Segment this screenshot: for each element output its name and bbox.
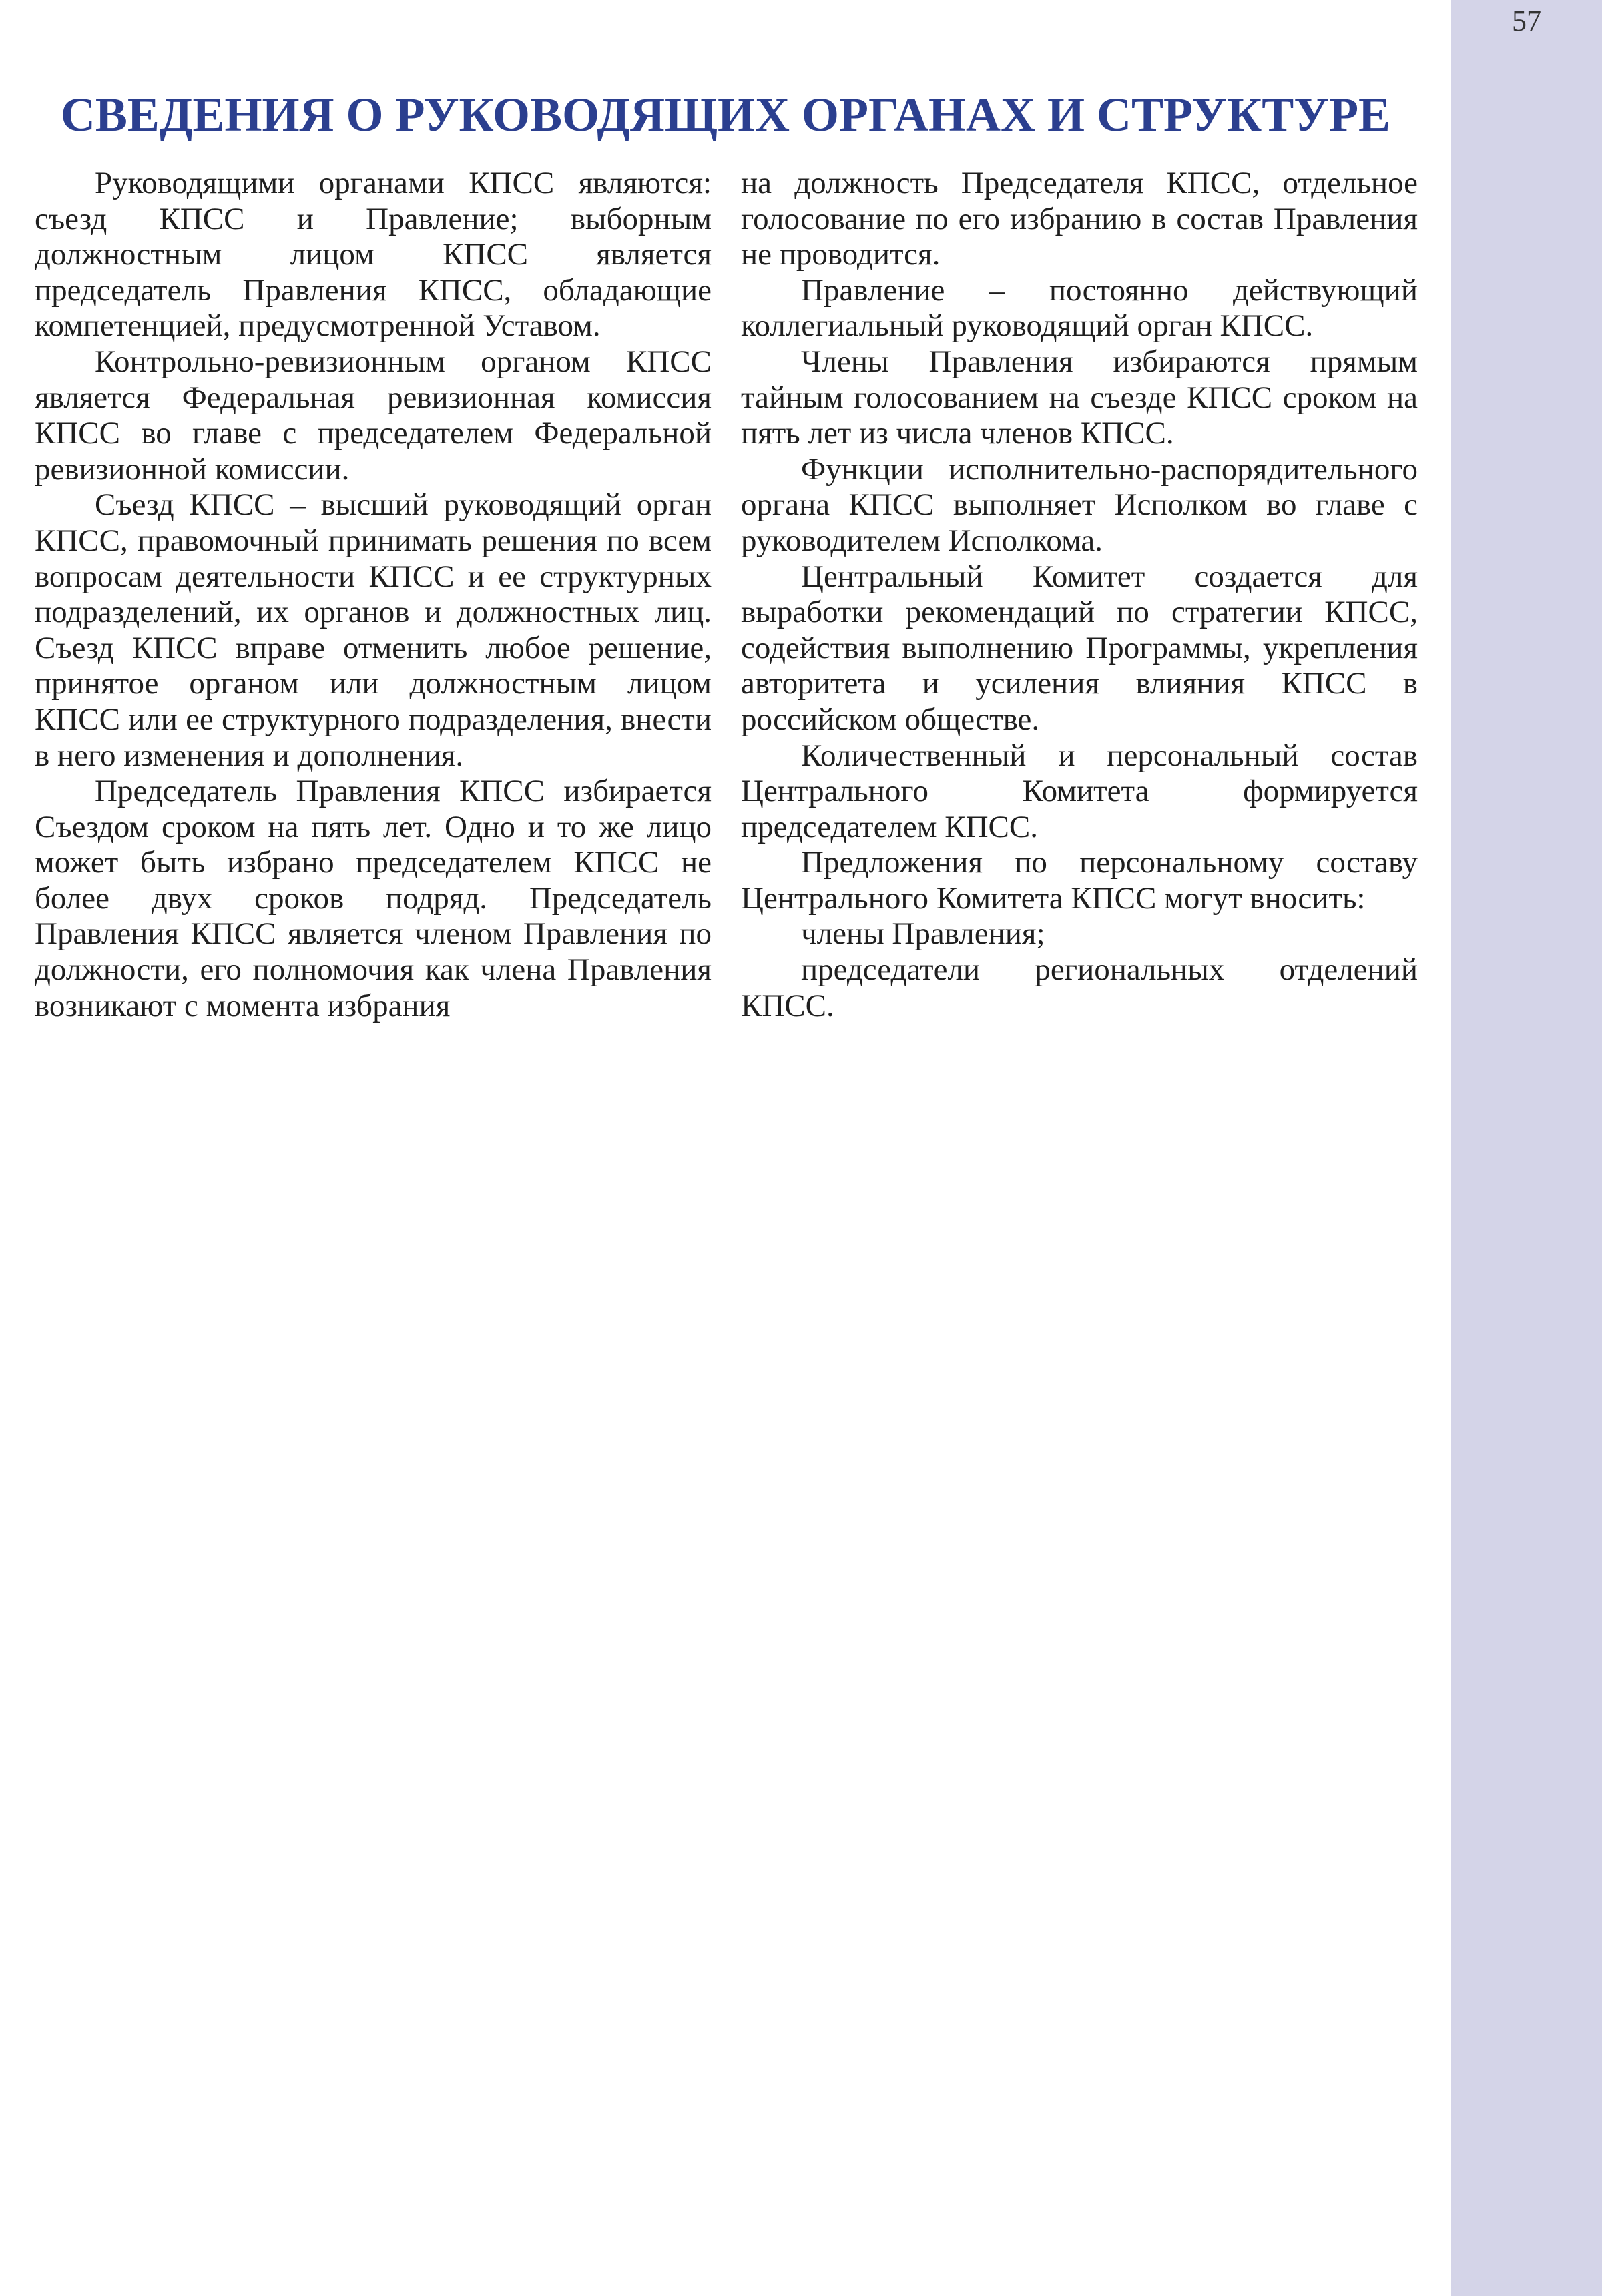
right-column xyxy=(741,166,1418,1024)
list-item-regional-chairmen: председатели региональных отделений КПСС. xyxy=(741,952,1418,1023)
paragraph-proposals: Предложения по персональному составу Центрального Комитета КПСС могут вносить: xyxy=(741,845,1418,916)
left-column xyxy=(35,166,712,1024)
paragraph-audit-commission: Контрольно-ревизионным органом КПСС является Федеральная ревизионная комиссия КПСС во главе с председателем Федеральной ревизионной комиссии. xyxy=(35,344,712,487)
paragraph-board-members: Члены Правления избираются прямым тайным голосованием на съезде КПСС сроком на пять лет из числа членов КПСС. xyxy=(741,344,1418,451)
paragraph-board: Правление – постоянно действующий коллегиальный руководящий орган КПСС. xyxy=(741,272,1418,344)
paragraph-congress: Съезд КПСС – высший руководящий орган КПСС, правомочный принимать решения по всем вопросам деятельности КПСС и ее структурных подразделений, их органов и должностных лиц. Съезд КПСС вправе отменить любое решение, принятое органом или должностным лицом КПСС или ее структурного подразделения, внести в него изменения и дополнения. xyxy=(35,487,712,773)
paragraph-central-committee-composition: Количественный и персональный состав Центрального Комитета формируется председателем КПСС. xyxy=(741,738,1418,844)
paragraph-governing-bodies: Руководящими органами КПСС являются: съезд КПСС и Правление; выборным должностным лицом КПСС является председатель Правления КПСС, обладающие компетенцией, предусмотренной Уставом. xyxy=(35,166,712,344)
list-item-board-members: члены Правления; xyxy=(801,916,1045,952)
page-number: 57 xyxy=(1512,5,1541,37)
paragraph-chairman: Председатель Правления КПСС избирается Съездом сроком на пять лет. Одно и то же лицо может быть избрано председателем КПСС не более двух сроков подряд. Председатель Правления КПСС является членом Правления по должности, его полномочия как члена Правления возникают с момента избрания xyxy=(35,774,712,1023)
paragraph-chairman-continuation: на должность Председателя КПСС, отдельное голосование по его избранию в состав Правления не проводится. xyxy=(741,166,1418,272)
page-title: СВЕДЕНИЯ О РУКОВОДЯЩИХ ОРГАНАХ И СТРУКТУРЕ xyxy=(60,88,1391,141)
paragraph-central-committee: Центральный Комитет создается для выработки рекомендаций по стратегии КПСС, содействия выполнению Программы, укрепления авторитета и усиления влияния КПСС в российском обществе. xyxy=(741,559,1418,737)
paragraph-executive-committee: Функции исполнительно-распорядительного органа КПСС выполняет Исполком во главе с руководителем Исполкома. xyxy=(741,451,1418,558)
side-margin-strip xyxy=(1451,0,1602,2296)
